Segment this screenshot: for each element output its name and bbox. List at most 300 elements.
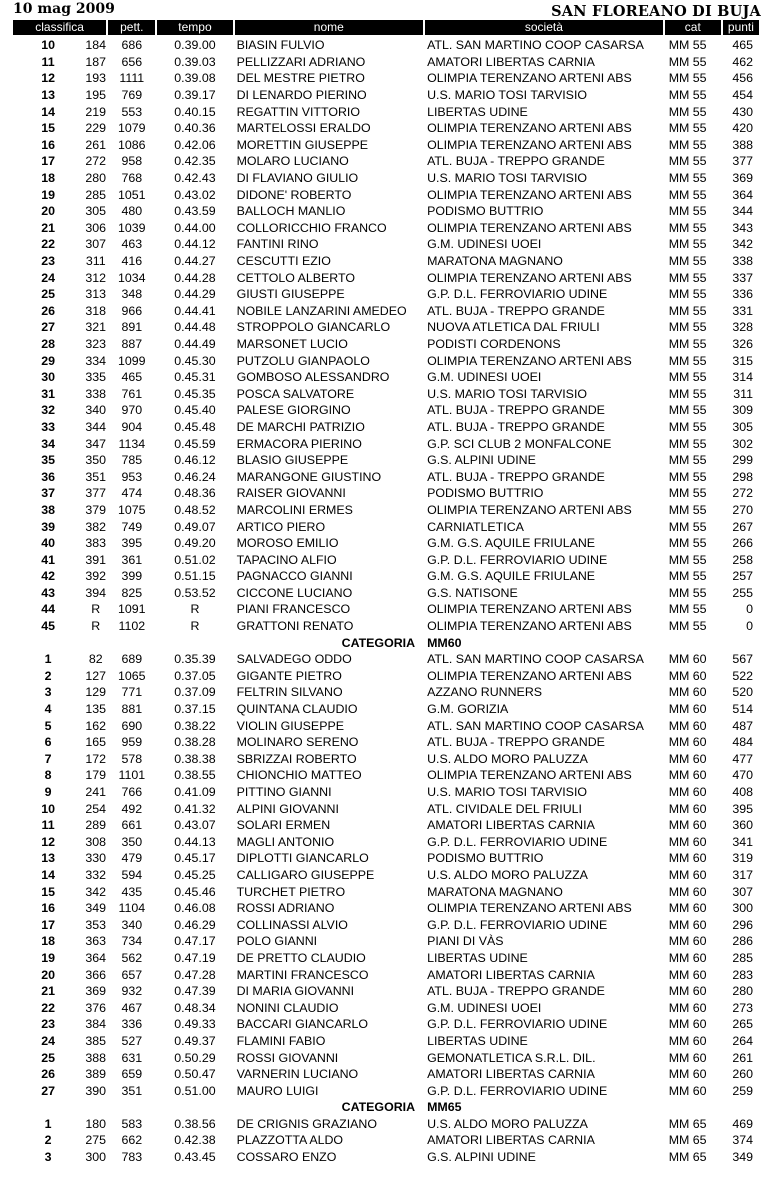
points-cell: 257 — [732, 569, 753, 584]
club-cell: ATL. SAN MARTINO COOP CASARSA — [427, 718, 644, 733]
category-label: CATEGORIA — [341, 635, 416, 650]
overall-pos-cell: 321 — [85, 320, 107, 335]
category-cell: MM 55 — [668, 237, 707, 252]
category-cell: MM 60 — [668, 702, 707, 717]
table-row — [13, 137, 759, 154]
col-header-classifica: classifica — [13, 20, 106, 35]
rank-cell: 14 — [41, 104, 55, 119]
bib-cell: 350 — [121, 834, 143, 849]
category-cell: MM 55 — [668, 502, 707, 517]
time-cell: 0.42.06 — [174, 137, 216, 152]
time-cell: 0.41.32 — [174, 801, 216, 816]
rank-cell: 7 — [44, 751, 52, 766]
club-cell: OLIMPIA TERENZANO ARTENI ABS — [427, 121, 632, 136]
time-cell: 0.41.09 — [174, 785, 216, 800]
overall-pos-cell: 392 — [85, 569, 107, 584]
rank-cell: 25 — [41, 1050, 55, 1065]
category-cell: MM 55 — [668, 619, 707, 634]
club-cell: LIBERTAS UDINE — [427, 104, 528, 119]
bib-cell: 631 — [121, 1050, 143, 1065]
name-cell: COLLORICCHIO FRANCO — [236, 220, 387, 235]
overall-pos-cell: 289 — [85, 818, 107, 833]
time-cell: 0.47.19 — [174, 950, 216, 965]
club-cell: MARATONA MAGNANO — [427, 884, 563, 899]
club-cell: OLIMPIA TERENZANO ARTENI ABS — [427, 602, 632, 617]
rank-cell: 38 — [41, 502, 55, 517]
time-cell: R — [190, 602, 200, 617]
time-cell: 0.44.49 — [174, 336, 216, 351]
bib-cell: 749 — [121, 519, 143, 534]
table-row — [13, 933, 759, 950]
table-row — [13, 203, 759, 220]
rank-cell: 16 — [41, 137, 55, 152]
table-row — [13, 950, 759, 967]
club-cell: G.P. D.L. FERROVIARIO UDINE — [427, 834, 608, 849]
col-header-cat: cat — [665, 20, 721, 35]
points-cell: 264 — [732, 1033, 753, 1048]
club-cell: G.S. ALPINI UDINE — [427, 453, 536, 468]
rank-cell: 11 — [41, 54, 55, 69]
bib-cell: 689 — [121, 652, 143, 667]
bib-cell: 399 — [121, 569, 143, 584]
club-cell: G.S. ALPINI UDINE — [427, 1150, 536, 1165]
name-cell: STROPPOLO GIANCARLO — [236, 320, 391, 335]
table-row — [13, 170, 759, 187]
time-cell: 0.39.08 — [174, 71, 216, 86]
time-cell: 0.45.31 — [174, 370, 216, 385]
points-cell: 0 — [746, 619, 753, 634]
points-cell: 484 — [732, 735, 753, 750]
points-cell: 360 — [732, 818, 753, 833]
time-cell: 0.42.43 — [174, 171, 216, 186]
time-cell: 0.45.48 — [174, 419, 216, 434]
table-row — [13, 385, 759, 402]
table-row — [13, 319, 759, 336]
points-cell: 311 — [733, 386, 753, 401]
category-cell: MM 55 — [668, 486, 707, 501]
time-cell: 0.50.29 — [174, 1050, 216, 1065]
name-cell: POLO GIANNI — [236, 934, 318, 949]
table-row — [13, 834, 759, 851]
overall-pos-cell: 308 — [85, 834, 107, 849]
bib-cell: 768 — [121, 171, 143, 186]
bib-cell: 480 — [121, 204, 143, 219]
rank-cell: 20 — [41, 204, 55, 219]
points-cell: 454 — [732, 88, 753, 103]
overall-pos-cell: 389 — [85, 1067, 107, 1082]
rank-cell: 33 — [41, 419, 55, 434]
overall-pos-cell: 340 — [85, 403, 107, 418]
club-cell: ATL. BUJA - TREPPO GRANDE — [427, 303, 605, 318]
category-cell: MM 55 — [668, 121, 707, 136]
name-cell: ROSSI GIOVANNI — [236, 1050, 339, 1065]
table-row — [13, 717, 759, 734]
category-cell: MM 55 — [668, 220, 707, 235]
bib-cell: 467 — [121, 1000, 143, 1015]
points-cell: 343 — [732, 220, 753, 235]
club-cell: ATL. BUJA - TREPPO GRANDE — [427, 403, 605, 418]
rank-cell: 26 — [41, 303, 55, 318]
table-row — [13, 867, 759, 884]
bib-cell: 361 — [121, 552, 143, 567]
category-cell: MM 55 — [668, 270, 707, 285]
category-cell: MM 60 — [668, 768, 707, 783]
club-cell: OLIMPIA TERENZANO ARTENI ABS — [427, 71, 632, 86]
time-cell: 0.47.39 — [174, 984, 216, 999]
points-cell: 462 — [732, 54, 753, 69]
time-cell: 0.51.15 — [174, 569, 216, 584]
time-cell: 0.45.40 — [174, 403, 216, 418]
points-cell: 470 — [732, 768, 753, 783]
bib-cell: 1101 — [118, 768, 146, 783]
bib-cell: 553 — [121, 104, 143, 119]
bib-cell: 527 — [121, 1033, 143, 1048]
col-header-punti: punti — [723, 20, 759, 35]
category-cell: MM 60 — [668, 718, 707, 733]
category-cell: MM 60 — [668, 818, 707, 833]
name-cell: CICCONE LUCIANO — [236, 585, 353, 600]
category-cell: MM 55 — [668, 569, 707, 584]
time-cell: 0.42.35 — [174, 154, 216, 169]
club-cell: G.M. G.S. AQUILE FRIULANE — [427, 536, 596, 551]
name-cell: RAISER GIOVANNI — [236, 486, 346, 501]
bib-cell: 761 — [121, 386, 143, 401]
club-cell: G.S. NATISONE — [427, 585, 518, 600]
table-row — [13, 369, 759, 386]
points-cell: 328 — [732, 320, 753, 335]
rank-cell: 8 — [44, 768, 52, 783]
bib-cell: 953 — [121, 469, 143, 484]
race-location: SAN FLOREANO DI BUJA — [551, 3, 761, 20]
category-name: MM65 — [427, 1100, 462, 1115]
overall-pos-cell: 363 — [85, 934, 107, 949]
overall-pos-cell: 332 — [85, 867, 107, 882]
bib-cell: 966 — [121, 303, 143, 318]
category-cell: MM 55 — [668, 552, 707, 567]
race-date: 10 mag 2009 — [13, 1, 115, 17]
club-cell: LIBERTAS UDINE — [427, 950, 528, 965]
club-cell: PODISMO BUTTRIO — [427, 486, 544, 501]
name-cell: DIDONE' ROBERTO — [236, 187, 352, 202]
category-cell: MM 65 — [668, 1133, 707, 1148]
table-row — [13, 352, 759, 369]
rank-cell: 2 — [44, 1133, 52, 1148]
bib-cell: 932 — [121, 984, 143, 999]
table-row — [13, 419, 759, 436]
club-cell: GEMONATLETICA S.R.L. DIL. — [427, 1050, 596, 1065]
rank-cell: 3 — [44, 685, 52, 700]
overall-pos-cell: 312 — [85, 270, 107, 285]
bib-cell: 959 — [121, 735, 143, 750]
category-cell: MM 55 — [668, 370, 707, 385]
overall-pos-cell: 272 — [85, 154, 107, 169]
bib-cell: 1102 — [118, 619, 146, 634]
points-cell: 314 — [732, 370, 753, 385]
results-body — [13, 37, 759, 1165]
rank-cell: 16 — [41, 901, 55, 916]
club-cell: U.S. MARIO TOSI TARVISIO — [427, 785, 588, 800]
name-cell: SOLARI ERMEN — [236, 818, 331, 833]
name-cell: MAURO LUIGI — [236, 1083, 319, 1098]
table-row — [13, 468, 759, 485]
category-cell: MM 60 — [668, 917, 707, 932]
time-cell: 0.43.07 — [174, 818, 216, 833]
name-cell: GIGANTE PIETRO — [236, 668, 342, 683]
category-cell: MM 55 — [668, 54, 707, 69]
time-cell: 0.44.27 — [174, 254, 216, 269]
overall-pos-cell: 318 — [85, 303, 107, 318]
rank-cell: 11 — [41, 818, 55, 833]
points-cell: 266 — [732, 536, 753, 551]
time-cell: 0.48.36 — [174, 486, 216, 501]
overall-pos-cell: 391 — [85, 552, 107, 567]
name-cell: MOROSO EMILIO — [236, 536, 339, 551]
table-row — [13, 817, 759, 834]
table-row — [13, 966, 759, 983]
points-cell: 283 — [732, 967, 753, 982]
points-cell: 388 — [732, 137, 753, 152]
rank-cell: 35 — [41, 453, 55, 468]
overall-pos-cell: 241 — [85, 785, 107, 800]
rank-cell: 29 — [41, 353, 55, 368]
time-cell: 0.46.12 — [174, 453, 216, 468]
bib-cell: 578 — [121, 751, 143, 766]
rank-cell: 6 — [44, 735, 52, 750]
name-cell: FANTINI RINO — [236, 237, 319, 252]
overall-pos-cell: 369 — [85, 984, 107, 999]
overall-pos-cell: 311 — [85, 254, 106, 269]
bib-cell: 1091 — [118, 602, 146, 617]
points-cell: 336 — [732, 287, 753, 302]
bib-cell: 1034 — [118, 270, 146, 285]
rank-cell: 14 — [41, 867, 55, 882]
time-cell: 0.46.08 — [174, 901, 216, 916]
category-cell: MM 60 — [668, 801, 707, 816]
table-row — [13, 784, 759, 801]
bib-cell: 662 — [121, 1133, 143, 1148]
name-cell: CALLIGARO GIUSEPPE — [236, 867, 375, 882]
time-cell: 0.39.03 — [174, 54, 216, 69]
category-heading-row — [13, 634, 759, 651]
category-cell: MM 60 — [668, 867, 707, 882]
overall-pos-cell: 306 — [85, 220, 107, 235]
category-cell: MM 60 — [668, 785, 707, 800]
rank-cell: 44 — [41, 602, 55, 617]
table-header — [13, 20, 759, 37]
time-cell: 0.49.20 — [174, 536, 216, 551]
overall-pos-cell: 307 — [85, 237, 107, 252]
table-row — [13, 236, 759, 253]
rank-cell: 4 — [44, 702, 52, 717]
points-cell: 420 — [732, 121, 753, 136]
overall-pos-cell: 219 — [85, 104, 107, 119]
time-cell: 0.39.17 — [174, 88, 216, 103]
name-cell: QUINTANA CLAUDIO — [236, 702, 358, 717]
table-row — [13, 1016, 759, 1033]
time-cell: 0.35.39 — [174, 652, 216, 667]
table-row — [13, 502, 759, 519]
table-row — [13, 734, 759, 751]
time-cell: 0.42.38 — [174, 1133, 216, 1148]
rank-cell: 42 — [41, 569, 55, 584]
category-cell: MM 60 — [668, 851, 707, 866]
table-row — [13, 1049, 759, 1066]
name-cell: PIANI FRANCESCO — [236, 602, 351, 617]
rank-cell: 25 — [41, 287, 55, 302]
rank-cell: 15 — [41, 121, 55, 136]
overall-pos-cell: 350 — [85, 453, 107, 468]
bib-cell: 1111 — [119, 71, 145, 86]
name-cell: MARTINI FRANCESCO — [236, 967, 369, 982]
name-cell: CESCUTTI EZIO — [236, 254, 331, 269]
table-row — [13, 1132, 759, 1149]
club-cell: G.P. D.L. FERROVIARIO UDINE — [427, 917, 608, 932]
points-cell: 309 — [732, 403, 753, 418]
rank-cell: 23 — [41, 1017, 55, 1032]
points-cell: 286 — [732, 934, 753, 949]
bib-cell: 1065 — [118, 668, 146, 683]
table-row — [13, 999, 759, 1016]
rank-cell: 23 — [41, 254, 55, 269]
category-cell: MM 65 — [668, 1116, 707, 1131]
rank-cell: 43 — [41, 585, 55, 600]
overall-pos-cell: 195 — [85, 88, 107, 103]
category-heading-row — [13, 1099, 759, 1116]
overall-pos-cell: 390 — [85, 1083, 107, 1098]
time-cell: 0.38.22 — [174, 718, 216, 733]
category-cell: MM 55 — [668, 403, 707, 418]
category-cell: MM 60 — [668, 735, 707, 750]
bib-cell: 1079 — [118, 121, 146, 136]
time-cell: 0.45.35 — [174, 386, 216, 401]
club-cell: AZZANO RUNNERS — [427, 685, 543, 700]
rank-cell: 17 — [41, 154, 55, 169]
table-row — [13, 535, 759, 552]
rank-cell: 10 — [41, 801, 55, 816]
table-row — [13, 435, 759, 452]
time-cell: 0.43.59 — [174, 204, 216, 219]
club-cell: OLIMPIA TERENZANO ARTENI ABS — [427, 353, 632, 368]
rank-cell: 1 — [44, 1116, 52, 1131]
bib-cell: 771 — [121, 685, 143, 700]
bib-cell: 734 — [121, 934, 143, 949]
points-cell: 374 — [732, 1133, 753, 1148]
time-cell: R — [190, 619, 200, 634]
name-cell: TURCHET PIETRO — [236, 884, 346, 899]
time-cell: 0.45.59 — [174, 436, 216, 451]
table-row — [13, 485, 759, 502]
rank-cell: 18 — [41, 934, 55, 949]
name-cell: DI FLAVIANO GIULIO — [236, 171, 359, 186]
bib-cell: 474 — [121, 486, 143, 501]
points-cell: 305 — [732, 419, 753, 434]
time-cell: 0.40.15 — [174, 104, 216, 119]
table-row — [13, 103, 759, 120]
category-cell: MM 60 — [668, 685, 707, 700]
club-cell: PODISTI CORDENONS — [427, 336, 561, 351]
time-cell: 0.47.28 — [174, 967, 216, 982]
points-cell: 344 — [732, 204, 753, 219]
table-row — [13, 336, 759, 353]
name-cell: TAPACINO ALFIO — [236, 552, 337, 567]
name-cell: BALLOCH MANLIO — [236, 204, 346, 219]
rank-cell: 17 — [41, 917, 55, 932]
rank-cell: 36 — [41, 469, 55, 484]
points-cell: 261 — [732, 1050, 753, 1065]
club-cell: PIANI DI VÀS — [427, 934, 504, 949]
rank-cell: 19 — [41, 187, 55, 202]
rank-cell: 45 — [41, 619, 55, 634]
name-cell: FELTRIN SILVANO — [236, 685, 343, 700]
points-cell: 265 — [732, 1017, 753, 1032]
overall-pos-cell: R — [91, 619, 101, 634]
name-cell: DE CRIGNIS GRAZIANO — [236, 1116, 378, 1131]
overall-pos-cell: 172 — [85, 751, 107, 766]
points-cell: 267 — [732, 519, 753, 534]
name-cell: CETTOLO ALBERTO — [236, 270, 356, 285]
table-row — [13, 900, 759, 917]
bib-cell: 340 — [121, 917, 143, 932]
name-cell: PITTINO GIANNI — [236, 785, 332, 800]
overall-pos-cell: 335 — [85, 370, 107, 385]
points-cell: 273 — [732, 1000, 753, 1015]
category-cell: MM 60 — [668, 1000, 707, 1015]
overall-pos-cell: R — [91, 602, 101, 617]
points-cell: 317 — [732, 867, 753, 882]
name-cell: MOLINARO SERENO — [236, 735, 359, 750]
category-cell: MM 55 — [668, 436, 707, 451]
points-cell: 296 — [732, 917, 753, 932]
table-row — [13, 186, 759, 203]
table-row — [13, 684, 759, 701]
club-cell: ATL. BUJA - TREPPO GRANDE — [427, 469, 605, 484]
club-cell: ATL. BUJA - TREPPO GRANDE — [427, 735, 605, 750]
points-cell: 300 — [732, 901, 753, 916]
points-cell: 477 — [732, 751, 753, 766]
bib-cell: 891 — [121, 320, 143, 335]
time-cell: 0.50.47 — [174, 1067, 216, 1082]
points-cell: 285 — [732, 950, 753, 965]
time-cell: 0.44.13 — [174, 834, 216, 849]
points-cell: 272 — [732, 486, 753, 501]
name-cell: DI MARIA GIOVANNI — [236, 984, 355, 999]
name-cell: NOBILE LANZARINI AMEDEO — [236, 303, 407, 318]
overall-pos-cell: 388 — [85, 1050, 107, 1065]
category-cell: MM 55 — [668, 353, 707, 368]
bib-cell: 970 — [121, 403, 143, 418]
bib-cell: 1039 — [118, 220, 146, 235]
club-cell: AMATORI LIBERTAS CARNIA — [427, 1067, 595, 1082]
category-cell: MM 55 — [668, 287, 707, 302]
name-cell: PLAZZOTTA ALDO — [236, 1133, 344, 1148]
table-row — [13, 618, 759, 635]
table-row — [13, 585, 759, 602]
category-cell: MM 55 — [668, 602, 707, 617]
time-cell: 0.37.09 — [174, 685, 216, 700]
table-row — [13, 1149, 759, 1166]
club-cell: PODISMO BUTTRIO — [427, 204, 544, 219]
time-cell: 0.53.52 — [174, 585, 216, 600]
time-cell: 0.47.17 — [174, 934, 216, 949]
points-cell: 299 — [732, 453, 753, 468]
overall-pos-cell: 364 — [85, 950, 107, 965]
table-row — [13, 668, 759, 685]
rank-cell: 27 — [41, 1083, 55, 1098]
time-cell: 0.44.12 — [174, 237, 216, 252]
bib-cell: 783 — [121, 1150, 143, 1165]
time-cell: 0.43.02 — [174, 187, 216, 202]
category-cell: MM 60 — [668, 901, 707, 916]
